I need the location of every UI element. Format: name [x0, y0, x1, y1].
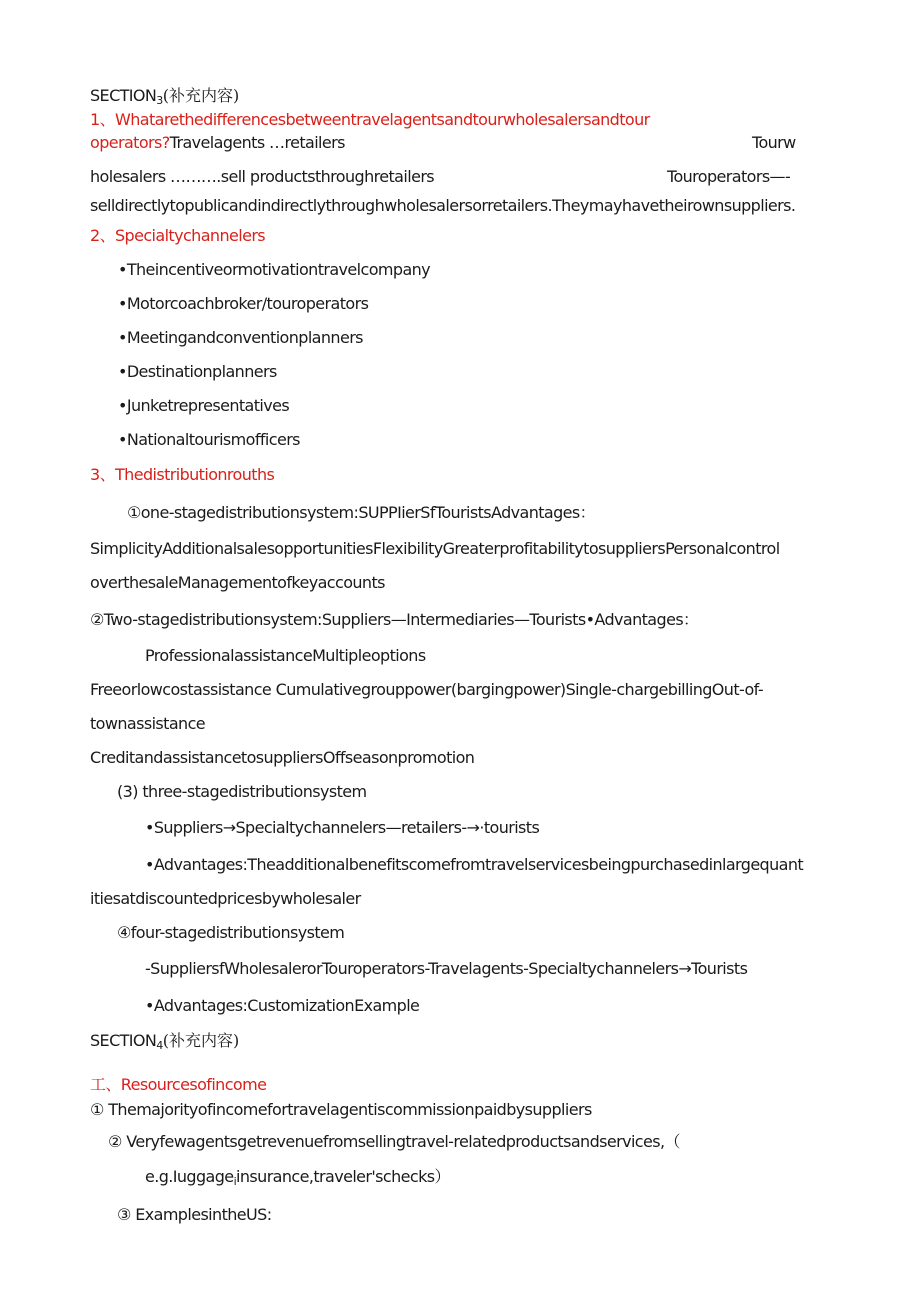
q3-line: •Advantages:CustomizationExample — [145, 996, 420, 1015]
list-item: •Nationaltourismofficers — [118, 430, 300, 449]
q3-line: ProfessionalassistanceMultipleoptions — [145, 646, 426, 665]
q1-heading: 1、Whatarethedifferencesbetweentravelagentsandtourwholesalersandtour — [90, 110, 650, 129]
q3-line: townassistance — [90, 714, 206, 733]
list-item: •Junketrepresentatives — [118, 396, 290, 415]
q3-line: itiesatdiscountedpricesbywholesaler — [90, 889, 361, 908]
q3-line: (3) three-stagedistributionsystem — [117, 782, 367, 801]
q3-line: ①one-stagedistributionsystem:SUPPIierSfTouristsAdvantages： — [127, 503, 596, 522]
list-item: •Destinationplanners — [118, 362, 277, 381]
resources-line: ③ ExamplesintheUS: — [117, 1205, 272, 1224]
resources-line: ② Veryfewagentsgetrevenuefromsellingtravel-relatedproductsandservices,（ — [108, 1132, 680, 1151]
q3-line: CreditandassistancetosuppliersOffseasonpromotion — [90, 748, 475, 767]
q3-line: •Suppliers→Specialtychannelers—retailers-→·tourists — [145, 818, 540, 837]
q3-line: -SuppliersfWholesalerorTouroperators-Travelagents-Specialtychannelers→Tourists — [145, 959, 748, 978]
q3-line: SimplicityAdditionalsalesopportunitiesFlexibilityGreaterprofitabilitytosuppliersPersonalcontrol — [90, 539, 780, 558]
resources-line: e.g.Iuggage$_i$insurance,traveler'schecks） — [145, 1167, 450, 1188]
q3-heading: 3、Thedistributionrouths — [90, 465, 275, 484]
q3-line: Freeorlowcostassistance Cumulativegrouppower(bargingpower)Single-chargebillingOut-of- — [90, 680, 764, 699]
list-item: •Theincentiveormotivationtravelcompany — [118, 260, 431, 279]
q3-line: ②Two-stagedistributionsystem:Suppliers—Intermediaries—Tourists•Advantages： — [90, 610, 699, 629]
section4-title: $SECTION_4$(补充内容) — [90, 1031, 240, 1052]
q1-answer-b: Tourw — [752, 133, 796, 152]
q3-line: ④four-stagedistributionsystem — [117, 923, 345, 942]
q2-heading: 2、Specialtychannelers — [90, 226, 266, 245]
list-item: •Meetingandconventionplanners — [118, 328, 363, 347]
list-item: •Motorcoachbroker/touroperators — [118, 294, 369, 313]
resources-heading: 工、Resourcesofincome — [90, 1075, 267, 1094]
q1-line2: operators?Travelagents …retailers — [90, 133, 345, 152]
q1-answer-d: Touroperators—- — [667, 167, 791, 186]
q3-line: overthesaleManagementofkeyaccounts — [90, 573, 385, 592]
q3-line: •Advantages:Theadditionalbenefitscomefromtravelservicesbeingpurchasedinlargequant — [145, 855, 804, 874]
section3-title: $SECTION_3$(补充内容) — [90, 86, 240, 107]
resources-line: ① Themajorityofincomefortravelagentiscommissionpaidbysuppliers — [90, 1100, 592, 1119]
q1-answer-e: selldirectlytopublicandindirectlythroughwholesalersorretailers.Theymayhavetheirownsuppliers. — [90, 196, 796, 215]
q1-answer-c: holesalers ……….sell productsthroughretailers — [90, 167, 435, 186]
